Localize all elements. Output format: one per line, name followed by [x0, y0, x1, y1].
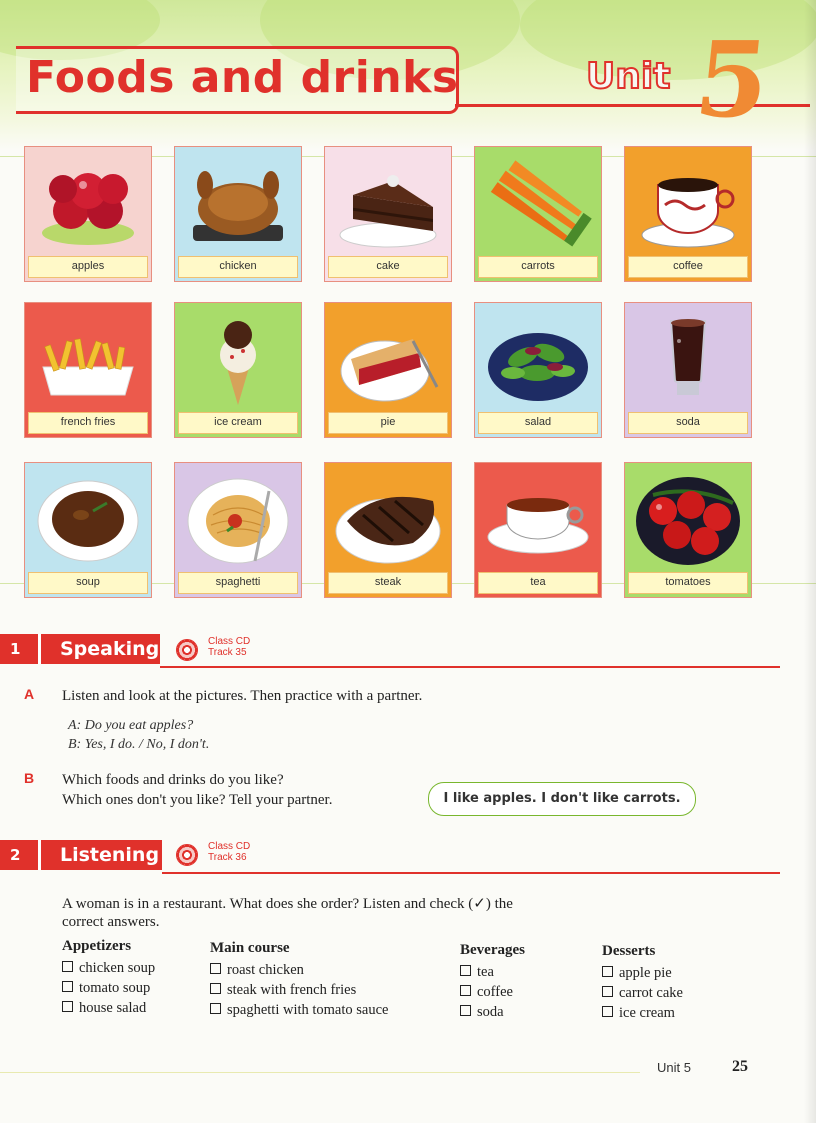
checkbox-label: carrot cake: [619, 985, 683, 1001]
food-card-soda: [624, 302, 752, 438]
food-card-salad: [474, 302, 602, 438]
soda-glass-photo: [629, 307, 747, 411]
food-card-carrots: [474, 146, 602, 282]
speaking-section-header: [0, 634, 160, 664]
page-number: 25: [732, 1058, 748, 1075]
footer-rule: [0, 1072, 640, 1073]
exercise-b-line-2: Which ones don't you like? Tell your partner.: [62, 792, 333, 808]
checkbox-item[interactable]: [602, 965, 672, 982]
food-card-french-fries: [24, 302, 152, 438]
checkbox-icon[interactable]: [62, 961, 73, 972]
food-card-label: soda: [628, 412, 748, 434]
food-card-apples: [24, 146, 152, 282]
food-card-label: spaghetti: [178, 572, 298, 594]
unit-number: 5: [689, 18, 775, 141]
section-rule: [160, 666, 780, 668]
food-card-cake: [324, 146, 452, 282]
soup-bowl-photo: [29, 467, 147, 571]
checkbox-icon[interactable]: [210, 963, 221, 974]
spaghetti-photo: [179, 467, 297, 571]
roast-chicken-photo: [179, 151, 297, 255]
checkbox-icon[interactable]: [210, 983, 221, 994]
checkbox-label: house salad: [79, 1000, 147, 1016]
checkbox-label: steak with french fries: [227, 982, 357, 998]
checkbox-label: soda: [477, 1004, 504, 1020]
food-card-pie: [324, 302, 452, 438]
food-card-label: salad: [478, 412, 598, 434]
checkbox-item[interactable]: [460, 964, 494, 981]
section-number: 2: [10, 846, 21, 864]
cd-line-1: Class CD: [208, 636, 251, 647]
food-card-label: cake: [328, 256, 448, 278]
listening-instruction-line-1: A woman is in a restaurant. What does she order? Listen and check (✓) the: [62, 896, 513, 912]
class-cd-label: [208, 636, 250, 658]
checkbox-label: apple pie: [619, 965, 672, 981]
cd-track: Track 35: [208, 647, 247, 658]
cherry-pie-photo: [329, 307, 447, 411]
class-cd-label: [208, 841, 250, 863]
checkbox-icon[interactable]: [602, 1006, 613, 1017]
food-card-label: french fries: [28, 412, 148, 434]
food-card-label: tomatoes: [628, 572, 748, 594]
food-card-tea: [474, 462, 602, 598]
checkbox-label: coffee: [477, 984, 513, 1000]
carrots-photo: [479, 151, 597, 255]
checkbox-icon[interactable]: [460, 965, 471, 976]
cd-icon: [176, 844, 198, 866]
column-heading: Appetizers: [62, 938, 132, 954]
checkbox-icon[interactable]: [602, 986, 613, 997]
chocolate-cake-photo: [329, 151, 447, 255]
page-edge-shadow: [804, 0, 816, 1123]
checkbox-label: spaghetti with tomato sauce: [227, 1002, 389, 1018]
column-heading: Desserts: [602, 943, 656, 959]
tea-cup-photo: [479, 467, 597, 571]
unit-label: Unit: [586, 56, 671, 97]
food-card-steak: [324, 462, 452, 598]
section-title: Listening: [60, 844, 160, 866]
exercise-a-instruction: Listen and look at the pictures. Then practice with a partner.: [62, 688, 423, 704]
checkbox-label: tomato soup: [79, 980, 151, 996]
food-card-label: steak: [328, 572, 448, 594]
food-card-label: coffee: [628, 256, 748, 278]
food-card-label: soup: [28, 572, 148, 594]
french-fries-photo: [29, 307, 147, 411]
checkbox-label: chicken soup: [79, 960, 156, 976]
checkbox-item[interactable]: [210, 1002, 388, 1019]
dialog-line-b: B: Yes, I do. / No, I don't.: [68, 737, 210, 752]
footer-unit: Unit 5: [657, 1060, 691, 1075]
apples-photo: [29, 151, 147, 255]
checkbox-icon[interactable]: [62, 981, 73, 992]
checkbox-item[interactable]: [602, 985, 683, 1002]
checkbox-item[interactable]: [210, 982, 356, 999]
cd-line-1: Class CD: [208, 841, 251, 852]
food-card-label: ice cream: [178, 412, 298, 434]
coffee-cup-photo: [629, 151, 747, 255]
ice-cream-cone-photo: [179, 307, 297, 411]
food-card-label: carrots: [478, 256, 598, 278]
food-card-ice-cream: [174, 302, 302, 438]
dialog-line-a: A: Do you eat apples?: [68, 718, 194, 733]
food-card-chicken: [174, 146, 302, 282]
checkbox-item[interactable]: [62, 1000, 146, 1017]
checkbox-item[interactable]: [460, 984, 513, 1001]
exercise-letter-b: B: [24, 770, 35, 786]
checkbox-icon[interactable]: [460, 1005, 471, 1016]
food-card-coffee: [624, 146, 752, 282]
page-title: Foods and drinks: [26, 52, 459, 103]
checkbox-item[interactable]: [62, 980, 150, 997]
section-divider: [38, 840, 41, 870]
speech-bubble: I like apples. I don't like carrots.: [428, 782, 696, 816]
checkbox-icon[interactable]: [62, 1001, 73, 1012]
column-heading: Beverages: [460, 942, 525, 958]
food-card-label: apples: [28, 256, 148, 278]
checkbox-label: ice cream: [619, 1005, 675, 1021]
section-divider: [38, 634, 41, 664]
food-card-spaghetti: [174, 462, 302, 598]
section-number: 1: [10, 640, 21, 658]
checkbox-item[interactable]: [210, 962, 304, 979]
checkbox-icon[interactable]: [602, 966, 613, 977]
checkbox-item[interactable]: [460, 1004, 504, 1021]
food-card-label: chicken: [178, 256, 298, 278]
steak-photo: [329, 467, 447, 571]
food-card-label: tea: [478, 572, 598, 594]
exercise-b-line-1: Which foods and drinks do you like?: [62, 772, 284, 788]
checkbox-icon[interactable]: [210, 1003, 221, 1014]
checkbox-label: tea: [477, 964, 494, 980]
food-card-soup: [24, 462, 152, 598]
column-heading: Main course: [210, 940, 290, 956]
cd-icon: [176, 639, 198, 661]
exercise-letter-a: A: [24, 686, 35, 702]
checkbox-icon[interactable]: [460, 985, 471, 996]
cd-track: Track 36: [208, 852, 247, 863]
listening-section-header: [0, 840, 162, 870]
food-card-label: pie: [328, 412, 448, 434]
section-title: Speaking: [60, 638, 160, 660]
checkbox-item[interactable]: [62, 960, 155, 977]
salad-photo: [479, 307, 597, 411]
section-rule: [162, 872, 780, 874]
checkbox-item[interactable]: [602, 1005, 675, 1022]
checkbox-label: roast chicken: [227, 962, 304, 978]
food-card-tomatoes: [624, 462, 752, 598]
listening-instruction-line-2: correct answers.: [62, 914, 160, 930]
tomatoes-photo: [629, 467, 747, 571]
